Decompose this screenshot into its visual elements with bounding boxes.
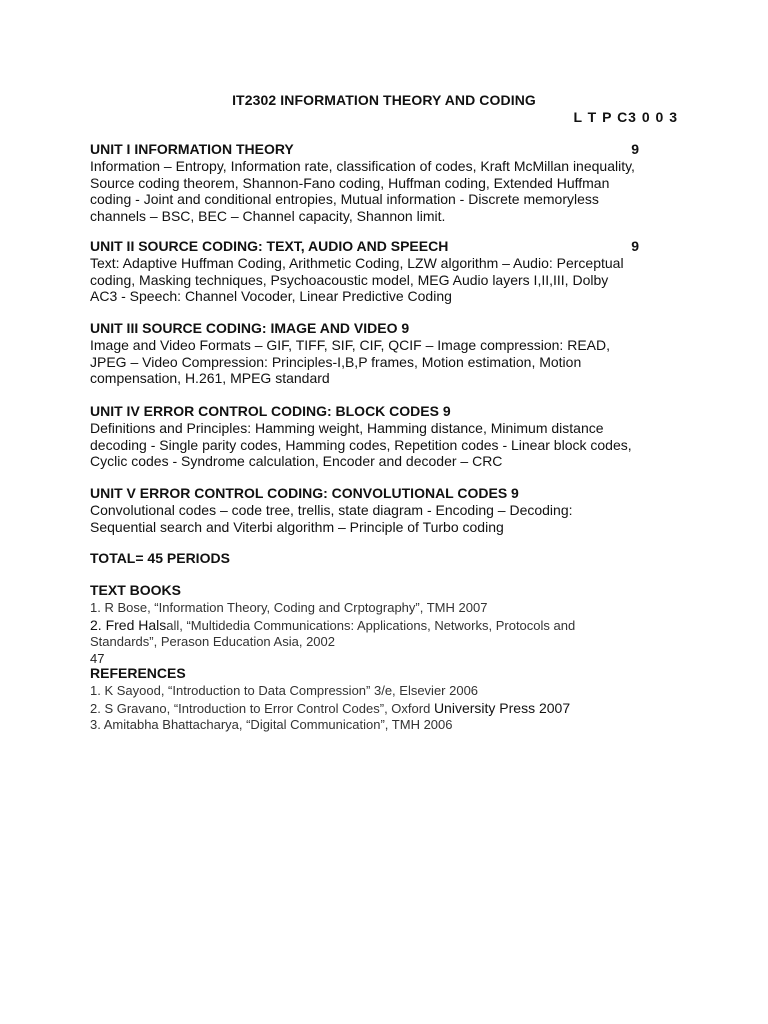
unit-2-section [90,238,650,305]
total-section [90,550,650,567]
unit-line: Information – Entropy, Information rate, classification of codes, Kraft McMillan inequality, [90,158,635,174]
unit-heading [90,403,650,420]
unit-line: Sequential search and Viterbi algorithm – Principle of Turbo coding [90,518,504,535]
unit-4-section [90,403,650,470]
unit-title: UNIT II SOURCE CODING: TEXT, AUDIO AND SPEECH [90,238,449,254]
unit-title: UNIT I INFORMATION THEORY [90,141,294,157]
unit-line: Image and Video Formats – GIF, TIFF, SIF, CIF, QCIF – Image compression: READ, [90,337,610,353]
text-book-item: 1. R Bose, “Information Theory, Coding and Crptography”, TMH 2007 [90,600,488,615]
unit-3-section [90,320,650,387]
unit-line: coding, Masking techniques, Psychoacoustic model, MEG Audio layers I,II,III, Dolby [90,271,609,288]
text-books-heading: TEXT BOOKS [90,582,182,598]
unit-line: compensation, H.261, MPEG standard [90,370,330,386]
reference-item-main: 2. S Gravano, “Introduction to Error Control Codes”, Oxford [90,700,434,716]
ltpc-credits: L T P C3 0 0 3 [573,109,678,125]
unit-line: Convolutional codes – code tree, trellis, state diagram - Encoding – Decoding: [90,502,573,518]
reference-item: 3. Amitabha Bhattacharya, “Digital Communication”, TMH 2006 [90,717,453,732]
reference-item-tail: University Press 2007 [433,699,571,716]
reference-item [90,700,650,718]
unit-line: Text: Adaptive Huffman Coding, Arithmetic Coding, LZW algorithm – Audio: Perceptual [90,255,624,271]
reference-item: 1. K Sayood, “Introduction to Data Compression” 3/e, Elsevier 2006 [90,683,479,698]
unit-heading [90,320,650,337]
unit-5-section [90,485,650,535]
unit-hours: 9 [631,238,639,254]
text-book-item [90,617,620,651]
unit-line: decoding - Single parity codes, Hamming codes, Repetition codes - Linear block codes, [90,436,632,453]
unit-heading [90,485,650,502]
references-section [90,665,650,734]
unit-title: UNIT V ERROR CONTROL CODING: CONVOLUTIONAL CODES 9 [90,485,519,501]
unit-title: UNIT IV ERROR CONTROL CODING: BLOCK CODES 9 [90,403,451,419]
unit-line: channels – BSC, BEC – Channel capacity, Shannon limit. [90,207,446,224]
unit-line: AC3 - Speech: Channel Vocoder, Linear Predictive Coding [90,288,452,304]
unit-title: UNIT III SOURCE CODING: IMAGE AND VIDEO 9 [90,320,410,336]
unit-heading [90,238,650,255]
unit-line: Definitions and Principles: Hamming weight, Hamming distance, Minimum distance [90,420,604,436]
unit-line: JPEG – Video Compression: Principles-I,B,P frames, Motion estimation, Motion [90,353,582,370]
references-heading: REFERENCES [90,665,186,681]
unit-1-section [90,141,650,224]
course-title: IT2302 INFORMATION THEORY AND CODING [232,92,536,108]
text-books-section [90,582,650,667]
unit-hours: 9 [631,141,639,157]
text-book-item-rest: all, “Multidedia Communications: Applications, Networks, Protocols and Standards”, Perason Education Asia, 2002 [90,617,576,649]
page-number: 47 [90,650,105,666]
total-periods: TOTAL= 45 PERIODS [90,550,230,566]
unit-line: Cyclic codes - Syndrome calculation, Encoder and decoder – CRC [90,453,503,469]
unit-line: Source coding theorem, Shannon-Fano coding, Huffman coding, Extended Huffman [90,174,610,191]
text-book-item-lead: 2. Fred Hals [90,616,167,633]
unit-heading [90,141,650,158]
unit-line: coding - Joint and conditional entropies, Mutual information - Discrete memoryless [90,191,599,207]
